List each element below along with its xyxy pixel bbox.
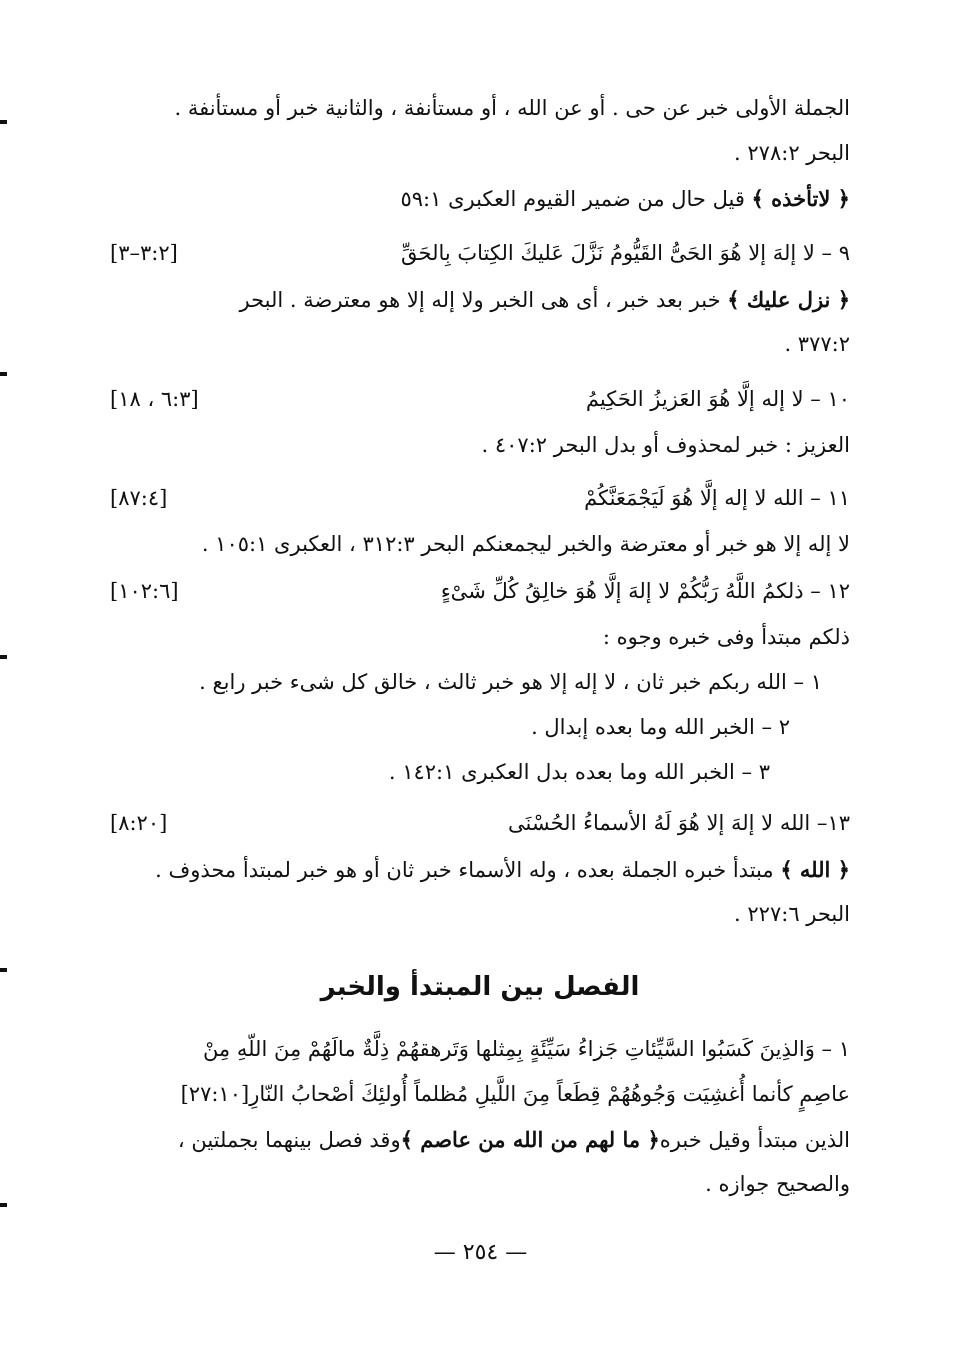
scan-edge-mark <box>0 655 7 659</box>
quoted-term: ﴿ ما لهم من الله من عاصم ﴾ <box>400 1127 660 1152</box>
verse-text: ٩ – لا إلهَ إلا هُوَ الحَىُّ القَيُّومُ نَزَّلَ عَليكَ الكِتابَ بِالحَقِّ <box>401 241 850 265</box>
list-item: ٢ – الخبر الله وما بعده إبدال . <box>531 715 790 739</box>
text-line: البحر ٢٧٨:٢ . <box>734 141 850 165</box>
page-body <box>110 86 850 1207</box>
text-line: ١ – وَالذِينَ كَسَبُوا السَّيِّئاتِ جَزاءُ سَيِّئَةٍ بِمِثلها وَتَرهقهُمْ ذِلَّةٌ مالَهُمْ مِنَ اللّهِ مِنْ <box>202 1037 850 1061</box>
verse-reference: [٨٧:٤] <box>110 486 168 510</box>
verse-line <box>110 799 850 847</box>
text-line: عاصِمٍ كأنما أُغشِيَت وَجُوهُهُمْ قِطَعاً مِنَ اللَّيلِ مُظلماً أُولئِكَ أصْحابُ النّارِ[٢٧:١٠] <box>180 1082 850 1106</box>
text-span: الذين مبتدأ وقيل خبره <box>659 1128 850 1152</box>
verse-text: ١١ – الله لا إله إلَّا هُوَ لَيَجْمَعَنَّكُمْ <box>584 486 850 510</box>
scan-edge-mark <box>0 372 7 376</box>
scan-edge-mark <box>0 968 7 972</box>
quoted-term: ﴿ نزل عليك ﴾ <box>727 287 850 312</box>
text-span: وقد فصل بينهما بجملتين ، <box>177 1128 401 1152</box>
verse-reference: [٦:٣ ، ١٨] <box>110 387 199 411</box>
text-line <box>110 847 850 892</box>
verse-line <box>110 375 850 423</box>
text-span: خبر بعد خبر ، أى هى الخبر ولا إله إلا هو معترضة . البحر <box>239 288 728 312</box>
text-span: قيل حال من ضمير القيوم العكبرى ٥٩:١ <box>400 187 752 211</box>
text-line: العزيز : خبر لمحذوف أو بدل البحر ٤٠٧:٢ . <box>481 433 850 457</box>
verse-line <box>110 229 850 277</box>
text-line: ذلكم مبتدأ وفى خبره وجوه : <box>602 625 850 649</box>
verse-text: ١٣– الله لا إلهَ إلا هُوَ لَهُ الأسماءُ الحُسْنَى <box>508 811 850 835</box>
quoted-term: ﴿ لاتأخذه ﴾ <box>751 186 850 211</box>
verse-text: ١٠ – لا إله إلَّا هُوَ العَزيزُ الحَكِيمُ <box>585 387 850 411</box>
text-line: لا إله إلا هو خبر أو معترضة والخبر ليجمعنكم البحر ٣١٢:٣ ، العكبرى ١٠٥:١ . <box>201 532 850 556</box>
text-span: مبتدأ خبره الجملة بعده ، وله الأسماء خبر ثان أو هو خبر لمبتدأ محذوف . <box>155 858 781 882</box>
text-line <box>110 1117 850 1162</box>
text-line: ٣٧٧:٢ . <box>784 332 850 356</box>
verse-line <box>110 567 850 615</box>
text-line <box>110 277 850 322</box>
text-line: الجملة الأولى خبر عن حى . أو عن الله ، أو مستأنفة ، والثانية خبر أو مستأنفة . <box>174 96 850 120</box>
scan-edge-mark <box>0 1203 7 1207</box>
verse-text: ١٢ – ذلكمُ اللَّهُ رَبُّكُمْ لا إلهَ إلَّا هُوَ خالِقُ كُلِّ شَىْءٍ <box>440 579 850 603</box>
verse-reference: [٨:٢٠] <box>110 811 168 835</box>
quoted-term: ﴿ الله ﴾ <box>780 857 850 882</box>
page-number: — ٢٥٤ — <box>433 1240 528 1265</box>
verse-reference: [١٠٢:٦] <box>110 579 179 603</box>
list-item: ٣ – الخبر الله وما بعده بدل العكبرى ١٤٢:١ . <box>388 760 770 784</box>
list-item: ١ – الله ربكم خبر ثان ، لا إله إلا هو خبر ثالث ، خالق كل شىء خبر رابع . <box>199 670 822 694</box>
verse-reference: [٣:٢–٣] <box>110 241 178 265</box>
text-line: البحر ٢٢٧:٦ . <box>734 902 850 926</box>
scan-edge-mark <box>0 120 7 124</box>
text-line: والصحيح جوازه . <box>705 1172 850 1196</box>
verse-line <box>110 474 850 522</box>
section-heading: الفصل بين المبتدأ والخبر <box>320 972 640 1002</box>
text-line <box>110 176 850 221</box>
